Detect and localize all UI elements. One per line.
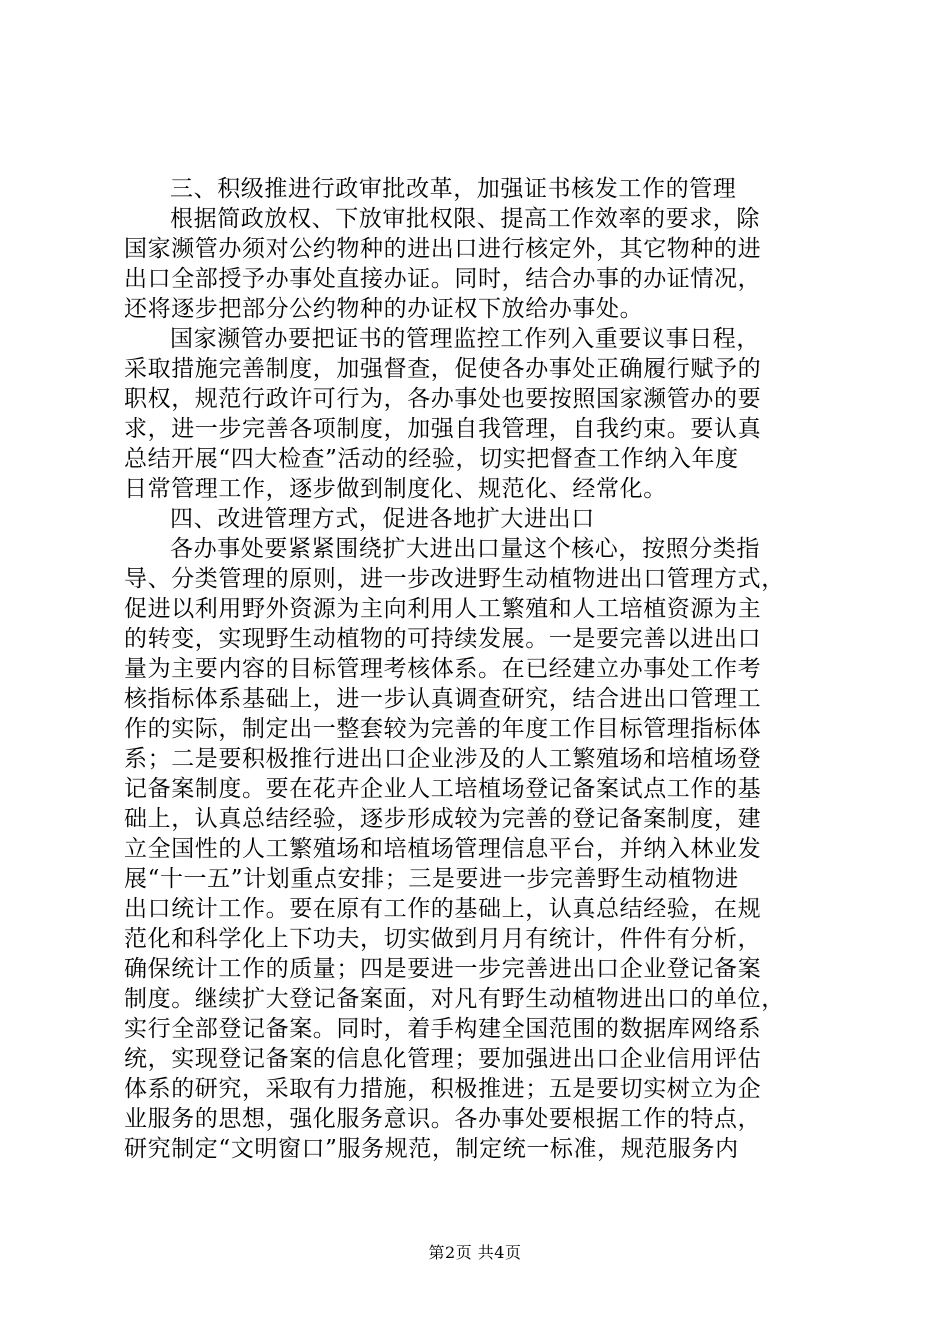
paragraph-line: 还将逐步把部分公约物种的办证权下放给办事处。 [124, 296, 644, 322]
paragraph-line: 职权，规范行政许可行为，各办事处也要按照国家濒管办的要 [124, 386, 762, 412]
paragraph-line: 确保统计工作的质量；四是要进一步完善进出口企业登记备案 [124, 956, 762, 982]
paragraph-line: 础上，认真总结经验，逐步形成较为完善的登记备案制度，建 [124, 806, 762, 832]
paragraph-line: 展“十一五”计划重点安排；三是要进一步完善野生动植物进 [124, 866, 739, 892]
paragraph-line: 记备案制度。要在花卉企业人工培植场登记备案试点工作的基 [124, 776, 762, 802]
paragraph-line: 求，进一步完善各项制度，加强自我管理，自我约束。要认真 [124, 416, 762, 442]
paragraph-line: 统，实现登记备案的信息化管理；要加强进出口企业信用评估 [124, 1046, 762, 1072]
paragraph-line: 立全国性的人工繁殖场和培植场管理信息平台，并纳入林业发 [124, 836, 762, 862]
paragraph-line: 促进以利用野外资源为主向利用人工繁殖和人工培植资源为主 [124, 596, 762, 622]
paragraph-line: 系；二是要积极推行进出口企业涉及的人工繁殖场和培植场登 [124, 746, 762, 772]
paragraph-line: 日常管理工作，逐步做到制度化、规范化、经常化。 [124, 476, 667, 502]
paragraph-line: 出口全部授予办事处直接办证。同时，结合办事的办证情况， [124, 266, 762, 292]
paragraph-line: 核指标体系基础上，进一步认真调查研究，结合进出口管理工 [124, 686, 762, 712]
paragraph-line: 体系的研究，采取有力措施，积极推进；五是要切实树立为企 [124, 1076, 762, 1102]
document-body [124, 174, 834, 1164]
section-heading-3: 三、积级推进行政审批改革，加强证书核发工作的管理 [170, 176, 737, 202]
paragraph-line: 总结开展“四大检查”活动的经验，切实把督查工作纳入年度 [124, 446, 739, 472]
paragraph-line: 根据简政放权、下放审批权限、提高工作效率的要求，除 [170, 206, 760, 232]
paragraph-line: 实行全部登记备案。同时，着手构建全国范围的数据库网络系 [124, 1016, 762, 1042]
paragraph-line: 国家濒管办须对公约物种的进出口进行核定外，其它物种的进 [124, 236, 762, 262]
paragraph-line: 导、分类管理的原则，进一步改进野生动植物进出口管理方式， [124, 566, 785, 592]
paragraph-line: 作的实际，制定出一整套较为完善的年度工作目标管理指标体 [124, 716, 762, 742]
paragraph-line: 出口统计工作。要在原有工作的基础上，认真总结经验，在规 [124, 896, 762, 922]
paragraph-line: 的转变，实现野生动植物的可持续发展。一是要完善以进出口 [124, 626, 762, 652]
paragraph-line: 业服务的思想，强化服务意识。各办事处要根据工作的特点， [124, 1106, 762, 1132]
section-heading-4: 四、改进管理方式，促进各地扩大进出口 [170, 506, 595, 532]
paragraph-line: 制度。继续扩大登记备案面，对凡有野生动植物进出口的单位， [124, 986, 785, 1012]
paragraph-line: 国家濒管办要把证书的管理监控工作列入重要议事日程， [170, 326, 760, 352]
paragraph-line: 采取措施完善制度，加强督查，促使各办事处正确履行赋予的 [124, 356, 762, 382]
paragraph-line: 研究制定“文明窗口”服务规范，制定统一标准，规范服务内 [124, 1136, 739, 1162]
paragraph-line: 各办事处要紧紧围绕扩大进出口量这个核心，按照分类指 [170, 536, 760, 562]
page-number-footer: 第2页 共4页 [428, 1243, 522, 1262]
paragraph-line: 量为主要内容的目标管理考核体系。在已经建立办事处工作考 [124, 656, 762, 682]
paragraph-line: 范化和科学化上下功夫，切实做到月月有统计，件件有分析， [124, 926, 762, 952]
